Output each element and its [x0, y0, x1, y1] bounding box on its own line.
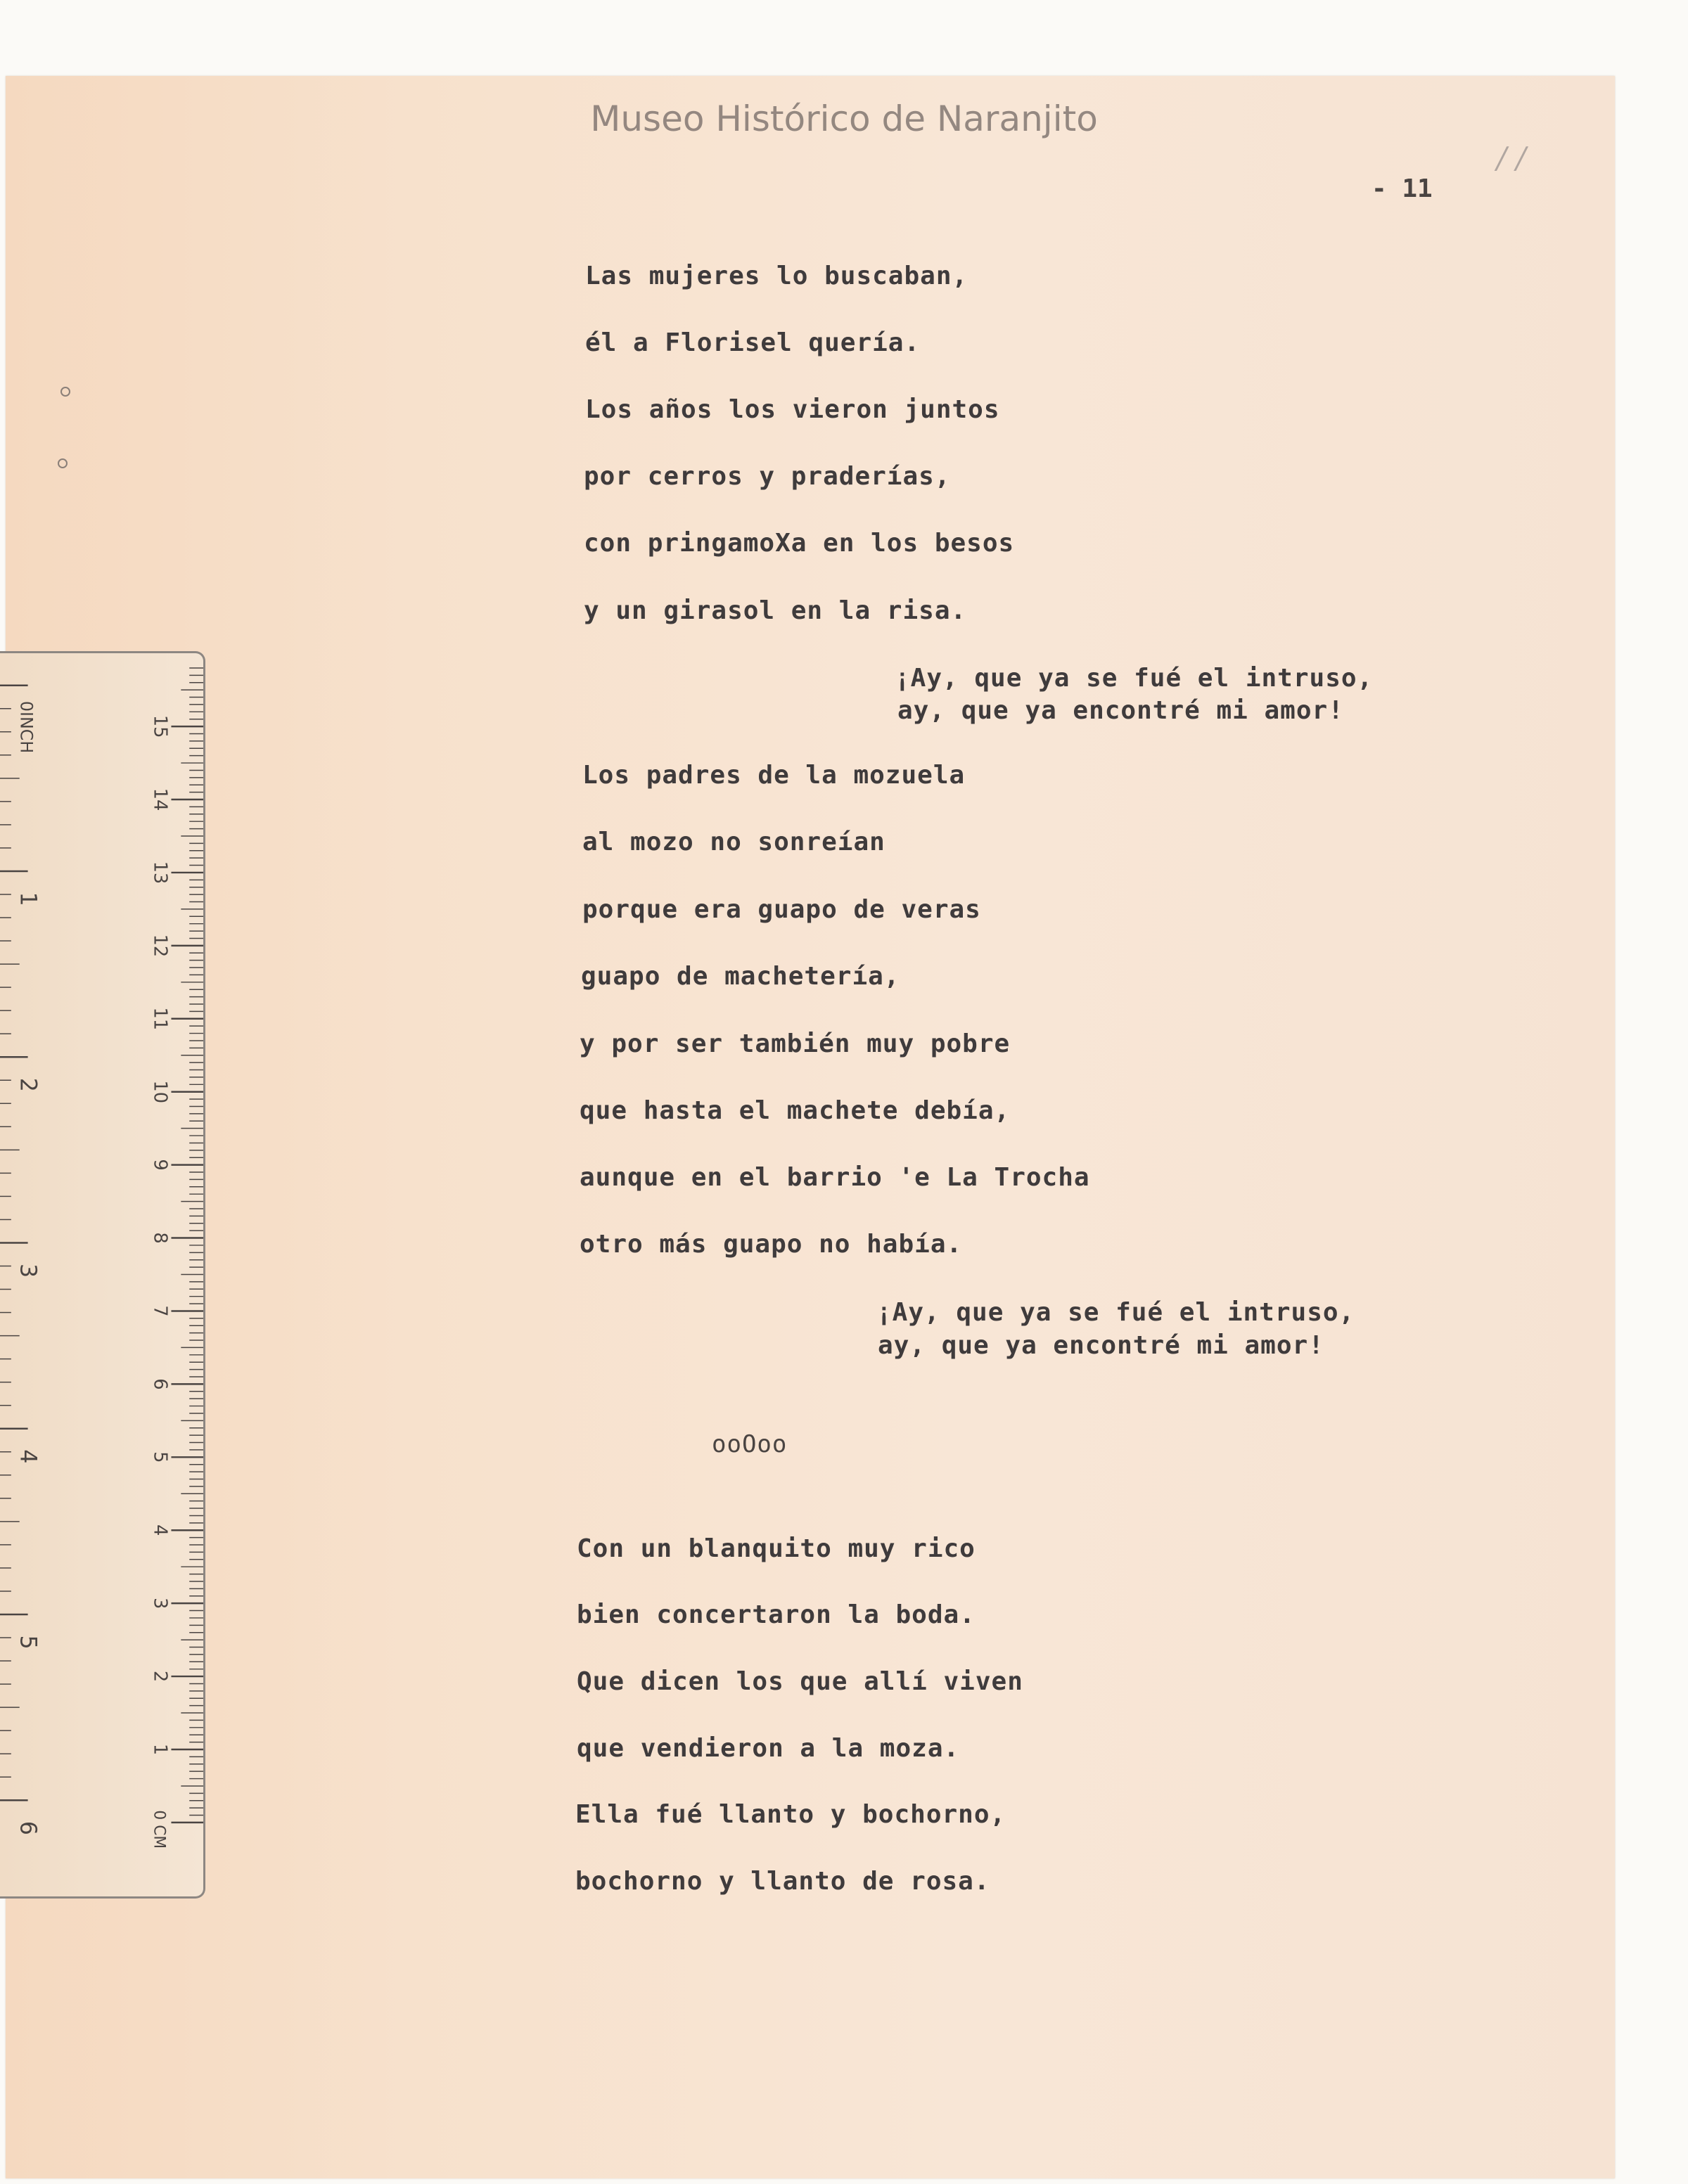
measuring-ruler [0, 651, 205, 1899]
cm-number-label: 2 [149, 1670, 171, 1683]
poem-line: porque era guapo de veras [582, 895, 981, 924]
cm-number-label: 9 [149, 1159, 171, 1171]
poem-line: Que dicen los que allí viven [577, 1667, 1023, 1696]
inch-unit-label: 0INCH [16, 700, 37, 754]
inch-ticks [0, 686, 28, 1801]
inch-number-label: 6 [15, 1820, 41, 1835]
cm-number-label: 8 [149, 1232, 171, 1244]
refrain-line: ¡Ay, que ya se fué el intruso, [895, 664, 1374, 693]
poem-line: guapo de machetería, [581, 962, 900, 991]
paper-hole-mark [58, 458, 68, 468]
refrain-line: ay, que ya encontré mi amor! [897, 696, 1344, 725]
inch-number-label: 3 [15, 1263, 41, 1278]
inch-number-label: 1 [15, 892, 41, 906]
cm-unit-label: 0 CM [150, 1810, 168, 1849]
poem-line: y por ser también muy pobre [580, 1029, 1011, 1058]
poem-line: bochorno y llanto de rosa. [575, 1867, 990, 1896]
poem-line: aunque en el barrio 'e La Trocha [580, 1163, 1090, 1192]
section-separator: ooOoo [712, 1430, 788, 1458]
refrain-line: ay, que ya encontré mi amor! [878, 1331, 1324, 1360]
poem-line: Los padres de la mozuela [582, 761, 966, 790]
poem-line: que hasta el machete debía, [580, 1096, 1011, 1125]
inch-number-label: 4 [15, 1449, 41, 1464]
poem-line: Las mujeres lo buscaban, [585, 262, 968, 290]
cm-number-label: 1 [149, 1743, 171, 1756]
poem-line: con pringamoXa en los besos [584, 529, 1015, 558]
ruler-labels [15, 701, 171, 1849]
poem-line: otro más guapo no había. [580, 1230, 963, 1259]
cm-number-label: 7 [149, 1305, 171, 1317]
cm-number-label: 3 [149, 1597, 171, 1610]
cm-number-label: 14 [149, 788, 171, 811]
poem-line: y un girasol en la risa. [584, 596, 967, 625]
inch-number-label: 2 [15, 1077, 41, 1092]
cm-number-label: 10 [149, 1080, 171, 1104]
page-number: - 11 [1372, 174, 1433, 203]
cm-number-label: 12 [149, 934, 171, 958]
poem-line: Los años los vieron juntos [585, 395, 1000, 424]
poem-line: que vendieron a la moza. [577, 1734, 960, 1763]
refrain-line: ¡Ay, que ya se fué el intruso, [876, 1298, 1355, 1327]
cm-number-label: 5 [149, 1451, 171, 1463]
museum-watermark: Museo Histórico de Naranjito [590, 98, 1098, 139]
document-sheet [6, 76, 1615, 2178]
inch-number-label: 5 [15, 1635, 41, 1650]
poem-line: Ella fué llanto y bochorno, [575, 1800, 1006, 1829]
cm-number-label: 15 [149, 714, 171, 738]
cm-number-label: 11 [149, 1007, 171, 1031]
ruler-scale [0, 653, 203, 1896]
poem-line: Con un blanquito muy rico [577, 1534, 976, 1563]
cm-number-label: 13 [149, 861, 171, 885]
paper-hole-mark [60, 387, 70, 397]
poem-line: al mozo no sonreían [582, 828, 885, 856]
cm-number-label: 4 [149, 1524, 171, 1536]
pencil-page-mark: / / [1497, 141, 1526, 175]
poem-line: bien concertaron la boda. [577, 1600, 976, 1629]
poem-line: él a Florisel quería. [585, 328, 921, 357]
cm-ticks [171, 668, 203, 1823]
cm-number-label: 6 [149, 1378, 171, 1390]
poem-line: por cerros y praderías, [584, 462, 951, 491]
